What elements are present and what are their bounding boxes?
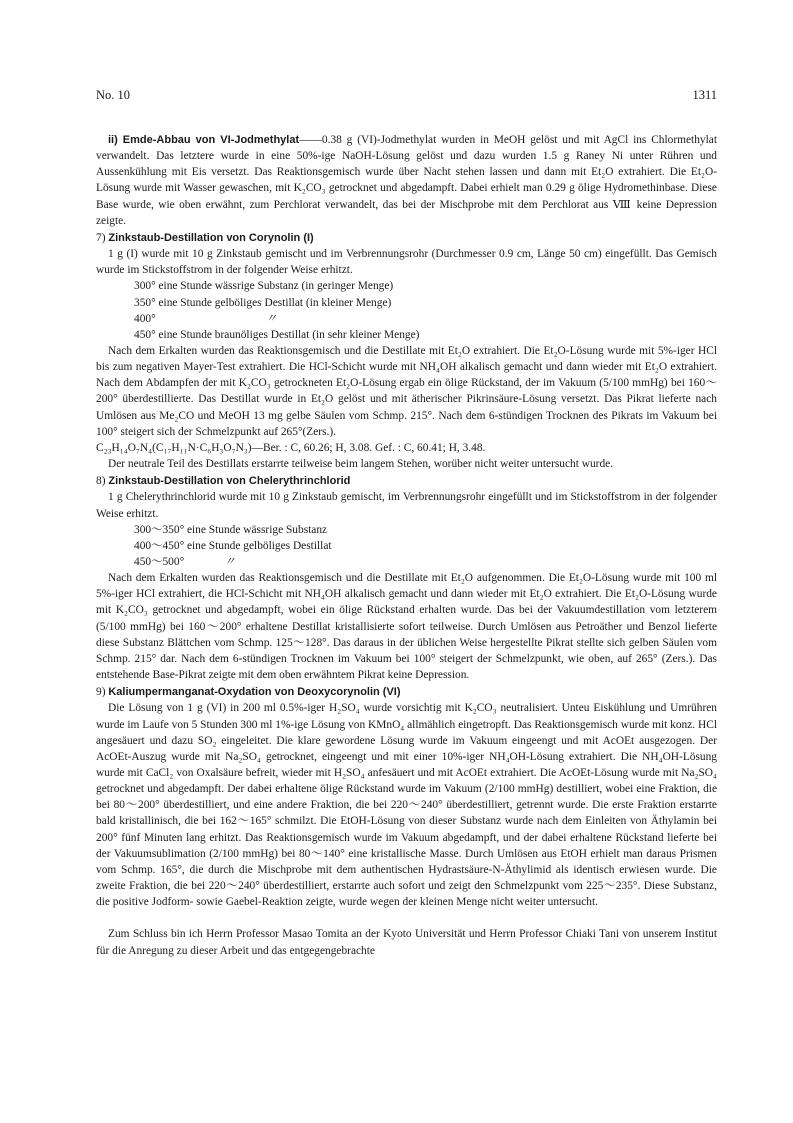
ditto-mark: 〃 xyxy=(224,555,236,568)
section-9-heading xyxy=(96,684,717,700)
section-7-paragraph-2: Der neutrale Teil des Destillats erstarrte teilweise beim langem Stehen, worüber nicht weiter untersucht wurde. xyxy=(108,458,614,471)
page xyxy=(96,88,717,957)
section-7-title: Zinkstaub-Destillation von Corynolin (I) xyxy=(108,231,314,244)
issue-number: No. 10 xyxy=(96,88,131,102)
temperature-item: 450° eine Stunde braunöliges Destillat (in sehr kleiner Menge) xyxy=(134,328,420,341)
article-body xyxy=(96,132,717,959)
section-7-formula: C₂₃H₁₄O₇N₄(C₁₇H₁₁N·C₆H₃O₇N₃)—Ber. : C, 60.26; H, 3.08. Gef. : C, 60.41; H, 3.48. xyxy=(96,441,486,454)
section-8-intro: 1 g Chelerythrinchlorid wurde mit 10 g Zinkstaub gemischt, im Verbrennungsrohr eingefüllt und im Stickstoffstrom in der folgender Weise erhitzt. xyxy=(96,491,717,520)
ditto-mark: 〃 xyxy=(265,312,278,325)
running-header xyxy=(96,88,717,108)
section-7-number: 7) xyxy=(96,231,106,244)
section-9-number: 9) xyxy=(96,686,106,699)
spacer xyxy=(96,910,717,926)
temperature-item: 300° eine Stunde wässrige Substanz (in geringer Menge) xyxy=(134,280,394,293)
temperature-item: 350° eine Stunde gelböliges Destillat (in kleiner Menge) xyxy=(134,296,392,309)
section-8-number: 8) xyxy=(96,475,106,488)
section-8-paragraph: Nach dem Erkalten wurden das Reaktionsgemisch und die Destillate mit Et₂O aufgenommen. Die Et₂O-Lösung wurde mit 100 ml 5%-iger HCl extrahiert, die HCl-Schicht mit NH₄OH alkalisch gemacht und dann wieder mit Et₂O extrahiert. Die Et₂O-Lösung wurde mit K₂CO₃ getrocknet und abgedampft, wobei ein ölige Rückstand erhalten wurde. Das bei der Vakuumdestillation vom letzterem (5/100 mmHg) bei 160～200° erhaltene Destillat kristallisierte sofort teilweise. Durch Umlösen aus Petroäther und Benzol lieferte diese Substanz Blättchen vom Schmp. 125～128°. Das daraus in der üblichen Weise hergestellte Pikrat stellte sich gelben Säulen vom Schmp. 215° dar. Nach dem 6-stündigen Trocknen im Vakuum bei 100° steigert der Schmelzpunkt, wie oben, auf 265° (Zers.). Das entstehende Base-Pikrat zeigte mit dem oben erwähntem Pikrat keine Depression. xyxy=(96,572,717,682)
acknowledgement-paragraph: Zum Schluss bin ich Herrn Professor Masao Tomita an der Kyoto Universität und Herrn Professor Chiaki Tani von unserem Institut für die Anregung zu dieser Arbeit und das entgegengebrachte xyxy=(96,928,717,957)
temperature-item: 400° 〃 xyxy=(134,311,717,327)
section-8-temperature-list xyxy=(134,522,717,570)
section-9-paragraph: Die Lösung von 1 g (VI) in 200 ml 0.5%-iger H₂SO₄ wurde vorsichtig mit K₂CO₃ neutralisiert. Unteu Eiskühlung und Umrühren wurde im Laufe von 5 Stunden 300 ml 1%-ige Lösung von KMnO₄ allmählich eingetropft. Das Reaktionsgemisch wurde mit konz. HCl angesäuert und dazu SO₂ eingeleitet. Die klare gewordene Lösung wurde im Vakuum eingeengt und mit AcOEt ausgezogen. Der AcOEt-Auszug wurde mit Na₂SO₄ getrocknet, eingeengt und mit einer 10%-iger NH₄OH-Lösung extrahiert. Die NH₄OH-Lösung wurde mit CaCl₂ von Oxalsäure befreit, wieder mit H₂SO₄ anfesäuert und mit AcOEt extrahiert. Die AcOEt-Lösung wurde mit Na₂SO₄ getrocknet und abgedampft. Der dabei erhaltene ölige Rückstand wurde im Vakuum (2/100 mmHg) destilliert, wobei eine Fraktion, die bei 80～200° überdestilliert, und eine andere Fraktion, die bei 220～240° überdestilliert, getrennt wurde. Die erste Fraktion erstarrte bald kristallinisch, die bei 162～165° schmilzt. Die EtOH-Lösung von dieser Substanz wurde nach dem Einleiten von Äthylamin bei 200° fünf Minuten lang erhitzt. Das Reaktionsgemisch wurde im Vakuum abgedampft, und der dabei erhaltene Rückstand lieferte bei der Vakuumsublimation (2/100 mmHg) bei 80～140° eine kristallische Masse. Durch Umlösen aus EtOH erhielt man daraus Prismen vom Schmp. 165°, die durch die Mischprobe mit dem authentischen Hydrastsäure-N-Äthylimid als identisch erwiesen wurde. Die zweite Fraktion, die bei 220～240° überdestilliert, erstarrte auch sofort und zeigt den Schmelzpunkt vom 225～235°. Diese Substanz, die positive Jodform- sowie Gaebel-Reaktion zeigte, wurde wegen der kleinen Menge nicht weiter untersucht. xyxy=(96,702,717,909)
section-ii-heading: ii) Emde-Abbau von VI-Jodmethylat xyxy=(108,134,300,146)
section-ii-text: ——0.38 g (VI)-Jodmethylat wurden in MeOH gelöst und mit AgCl ins Chlormethylat verwandelt. Das letztere wurde in eine 50%-ige NaOH-Lösung gelöst und dazu wurden 1.5 g Raney Ni unter Rühren und Aussenkühlung mit Eis versetzt. Das Reaktionsgemisch wurde über Nacht stehen lassen und dann mit Et₂O extrahiert. Die Et₂O-Lösung wurde mit Wasser gewaschen, mit K₂CO₃ getrocknet und abgedampft. Dabei erhielt man 0.29 g ölige Hydromethinbase. Diese Base wurde, wie oben erwähnt, zum Perchlorat verwandelt, das bei der Mischprobe mit dem Perchlorat aus Ⅷ keine Depression zeigte. xyxy=(96,134,717,227)
temperature-item: 300～350° eine Stunde wässrige Substanz xyxy=(134,523,328,536)
temperature-item: 450～500° 〃 xyxy=(134,554,717,570)
section-8-heading xyxy=(96,473,717,489)
section-9-title: Kaliumpermanganat-Oxydation von Deoxycorynolin (VI) xyxy=(108,686,401,699)
section-7-intro: 1 g (I) wurde mit 10 g Zinkstaub gemischt und im Verbrennungsrohr (Durchmesser 0.9 cm, Länge 50 cm) eingefüllt. Das Gemisch wurde im Stickstoffstrom in der folgender Weise erhitzt. xyxy=(96,248,717,277)
page-number: 1311 xyxy=(692,88,717,102)
section-7-paragraph: Nach dem Erkalten wurden das Reaktionsgemisch und die Destillate mit Et₂O extrahiert. Die Et₂O-Lösung wurde mit 5%-iger HCl bis zum negativen Mayer-Test extrahiert. Die HCl-Schicht wurde mit NH₄OH alkalisch gemacht und dann wieder mit Et₂O extrahiert. Nach dem Abdampfen der mit K₂CO₃ getrockneten Et₂O-Lösung ergab ein ölige Rückstand, der im Vakuum (5/100 mmHg) bei 160～200° überdestillierte. Das Destillat wurde in Et₂O gelöst und mit ätherischer Pikrinsäure-Lösung versetzt. Das Pikrat lieferte nach Umlösen aus Me₂CO und MeOH 13 mg gelbe Säulen vom Schmp. 215°. Nach dem 6-stündigen Trocknen des Pikrats im Vakuum bei 100° steigert sich der Schmelzpunkt auf 265°(Zers.). xyxy=(96,344,717,438)
section-7-heading xyxy=(96,230,717,246)
temperature-item: 400～450° eine Stunde gelböliges Destillat xyxy=(134,539,332,552)
section-8-title: Zinkstaub-Destillation von Chelerythrinchlorid xyxy=(108,475,351,488)
section-ii-paragraph xyxy=(96,132,717,229)
section-7-temperature-list xyxy=(134,278,717,343)
